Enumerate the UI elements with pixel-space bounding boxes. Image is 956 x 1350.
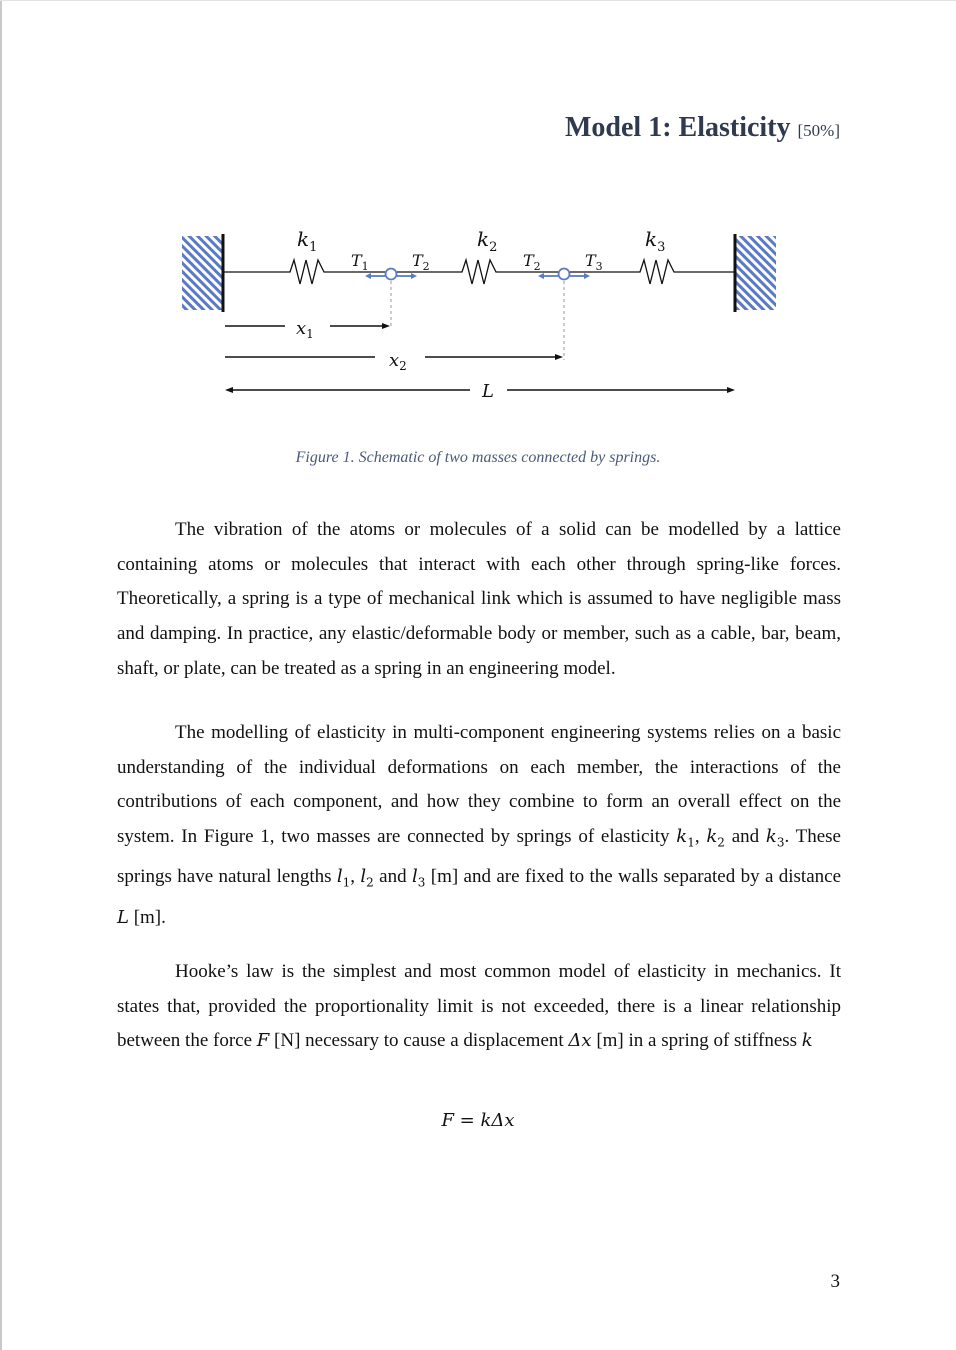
l-arrowhead-left <box>225 387 233 393</box>
mass-2 <box>559 269 570 280</box>
spring-mass-figure <box>175 224 785 404</box>
p3-text-a: Hooke’s law is the simplest and most common model of elasticity in mechanics. It states that, provided the proportionality limit is not exceeded, there is a linear relationship between the force <box>117 961 841 1052</box>
tension-arrow-t2b-head <box>538 273 544 279</box>
label-t3: $T_3$ <box>585 251 603 273</box>
p3-k: k <box>801 1030 813 1052</box>
right-wall-hatch <box>736 236 776 310</box>
page-number: 3 <box>830 1271 840 1292</box>
x2-arrowhead <box>555 354 563 360</box>
p3-dx: Δx <box>568 1030 592 1052</box>
p2-l2: $l_2$ <box>360 866 374 890</box>
l-arrowhead-right <box>727 387 735 393</box>
paragraph-3 <box>117 955 841 1059</box>
p2-k1: $k_1$ <box>676 826 695 850</box>
title-text: Model 1: Elasticity <box>564 112 791 143</box>
tension-arrow-t2a-head <box>411 273 417 279</box>
p2-l1: $l_1$ <box>336 866 351 890</box>
label-t2a: $T_2$ <box>412 251 430 273</box>
paragraph-2: The modelling of elasticity in multi-component engineering systems relies on a basic understanding of the individual deformations on each member, the interactions of the contributions of each component, and how they combine to form an overall effect on the system. In Figure 1, two masses are connected by springs of elasticity $k_1$, $k_2$ and $k_3$. These springs have natural lengths $l_1$, $l_2$ and $l_3$ [m] and are fixed to the walls separated by a distance L [m]. <box>117 722 841 928</box>
figure-caption: Figure 1. Schematic of two masses connected by springs. <box>295 449 661 466</box>
mass-1 <box>386 269 397 280</box>
p2-text-a: The modelling of elasticity in multi-component engineering systems relies on a basic understanding of the individual deformations on each member, the interactions of the contributions of each component, and how they combine to form an overall effect on the system. In Figure 1, two masses are connected by springs of elasticity <box>117 722 841 848</box>
left-wall-hatch <box>182 236 222 310</box>
label-t1: $T_1$ <box>351 251 369 273</box>
page-edge <box>0 0 2 1350</box>
page-edge-top <box>0 0 956 1</box>
label-k2: $k_2$ <box>477 227 498 255</box>
label-x2: $x_2$ <box>389 350 407 373</box>
p3-text-b: [N] necessary to cause a displacement <box>269 1030 569 1052</box>
p3-text-c: [m] in a spring of stiffness <box>591 1030 802 1052</box>
paragraph-1 <box>117 513 841 687</box>
p2-k3: $k_3$ <box>765 826 785 850</box>
paragraph-1-text: The vibration of the atoms or molecules of a solid can be modelled by a lattice containing atoms or molecules that interact with each other through spring-like forces. Theoretically, a spring is a type of mechanical link which is assumed to have negligible mass and damping. In practice, any elastic/deformable body or member, such as a cable, bar, beam, shaft, or plate, can be treated as a spring in an engineering model. <box>117 519 841 679</box>
hookes-law-equation: F = kΔx <box>441 1110 515 1131</box>
label-k3: $k_3$ <box>645 227 666 255</box>
p2-k2: $k_2$ <box>706 826 725 850</box>
label-l: L <box>482 381 494 402</box>
p2-text-c: [m] and are fixed to the walls separated by a distance <box>425 866 841 888</box>
p2-L: L <box>117 906 129 928</box>
label-t2b: $T_2$ <box>523 251 541 273</box>
tension-arrow-t1-head <box>365 273 371 279</box>
p3-F: F <box>256 1030 270 1052</box>
label-x1: $x_1$ <box>296 318 314 341</box>
x1-arrowhead <box>382 323 390 329</box>
title-weight: [50%] <box>797 121 840 140</box>
label-k1: $k_1$ <box>297 227 318 255</box>
p2-text-d: [m]. <box>128 906 166 928</box>
page-title <box>565 112 840 144</box>
p2-text-b: . These springs have natural lengths <box>117 826 841 888</box>
spring-mass-diagram <box>175 224 785 404</box>
p2-l3: $l_3$ <box>411 866 426 890</box>
tension-arrow-t3-head <box>584 273 590 279</box>
